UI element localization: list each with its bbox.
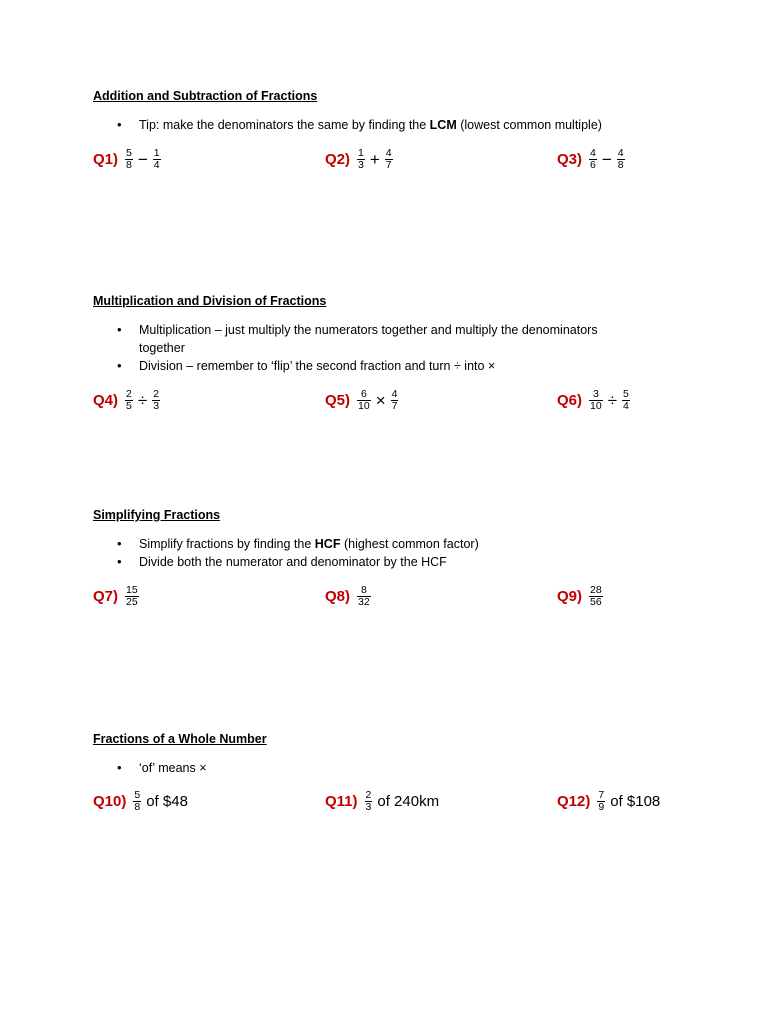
- fraction: $\frac{6}{10}$: [358, 387, 370, 412]
- fraction: $\frac{5}{8}$: [134, 788, 141, 813]
- question-text: of 240km: [377, 792, 440, 810]
- bullet-item: • Simplify fractions by finding the HCF (highest common factor): [139, 535, 639, 553]
- bullet-list: [93, 116, 693, 134]
- section-heading: Multiplication and Division of Fractions: [93, 294, 327, 308]
- fraction: $\frac{2}{3}$: [153, 387, 160, 412]
- bullet-list: [93, 321, 693, 375]
- fraction: $\frac{2}{3}$: [365, 788, 372, 813]
- bullet-item: • Division – remember to ‘flip’ the second fraction and turn ÷ into ×: [139, 357, 639, 375]
- bullet-item: • Divide both the numerator and denominator by the HCF: [139, 553, 639, 571]
- section-heading: Fractions of a Whole Number: [93, 732, 267, 746]
- section-heading: Addition and Subtraction of Fractions: [93, 89, 318, 103]
- fraction: $\frac{4}{7}$: [385, 146, 392, 171]
- fraction: $\frac{5}{8}$: [126, 146, 132, 171]
- question-8: [325, 579, 373, 613]
- question-label: Q10): [93, 792, 127, 810]
- question-label: Q4): [93, 391, 119, 409]
- operator: ÷: [607, 390, 618, 410]
- question-label: Q3): [557, 150, 583, 168]
- question-text: of $48: [146, 792, 188, 810]
- question-11: [325, 784, 439, 818]
- question-6: [557, 383, 632, 417]
- operator: −: [601, 149, 612, 169]
- fraction: $\frac{4}{7}$: [391, 387, 398, 412]
- question-row: [93, 784, 713, 818]
- question-label: Q1): [93, 150, 119, 168]
- fraction: $\frac{15}{25}$: [126, 583, 138, 608]
- fraction: $\frac{1}{4}$: [153, 146, 160, 171]
- fraction: $\frac{28}{56}$: [590, 583, 602, 608]
- question-label: Q7): [93, 587, 119, 605]
- operator: −: [137, 149, 148, 169]
- question-9: [557, 579, 605, 613]
- fraction: $\frac{2}{5}$: [126, 387, 132, 412]
- fraction: $\frac{1}{3}$: [358, 146, 364, 171]
- question-label: Q6): [557, 391, 583, 409]
- fraction: $\frac{5}{4}$: [623, 387, 629, 412]
- operator: +: [369, 149, 380, 169]
- operator: ×: [375, 390, 386, 410]
- question-7: [93, 579, 141, 613]
- question-row: [93, 579, 713, 613]
- question-4: [93, 383, 162, 417]
- fraction: $\frac{4}{6}$: [590, 146, 596, 171]
- bullet-list: [93, 759, 693, 777]
- bullet-item: • Tip: make the denominators the same by finding the LCM (lowest common multiple): [139, 116, 639, 134]
- question-label: Q8): [325, 587, 351, 605]
- fraction: $\frac{3}{10}$: [590, 387, 602, 412]
- bullet-item: • Multiplication – just multiply the numerators together and multiply the denominators together: [139, 321, 639, 357]
- question-3: [557, 142, 627, 176]
- question-label: Q11): [325, 792, 358, 810]
- question-2: [325, 142, 395, 176]
- question-row: [93, 383, 713, 417]
- question-10: [93, 784, 188, 818]
- fraction: $\frac{8}{32}$: [358, 583, 370, 608]
- question-5: [325, 383, 400, 417]
- question-label: Q5): [325, 391, 351, 409]
- section-multiplication-division: [93, 293, 693, 375]
- section-heading: Simplifying Fractions: [93, 508, 221, 522]
- section-fractions-of-whole: [93, 731, 693, 777]
- bullet-item: • ‘of’ means ×: [139, 759, 639, 777]
- fraction: $\frac{7}{9}$: [598, 788, 605, 813]
- bullet-list: [93, 535, 693, 571]
- section-simplifying: [93, 507, 693, 571]
- question-label: Q9): [557, 587, 583, 605]
- question-1: [93, 142, 163, 176]
- question-12: [557, 784, 660, 818]
- question-label: Q2): [325, 150, 351, 168]
- question-label: Q12): [557, 792, 591, 810]
- section-addition-subtraction: [93, 88, 693, 134]
- operator: ÷: [137, 390, 148, 410]
- fraction: $\frac{4}{8}$: [617, 146, 624, 171]
- question-text: of $108: [610, 792, 661, 810]
- question-row: [93, 142, 713, 176]
